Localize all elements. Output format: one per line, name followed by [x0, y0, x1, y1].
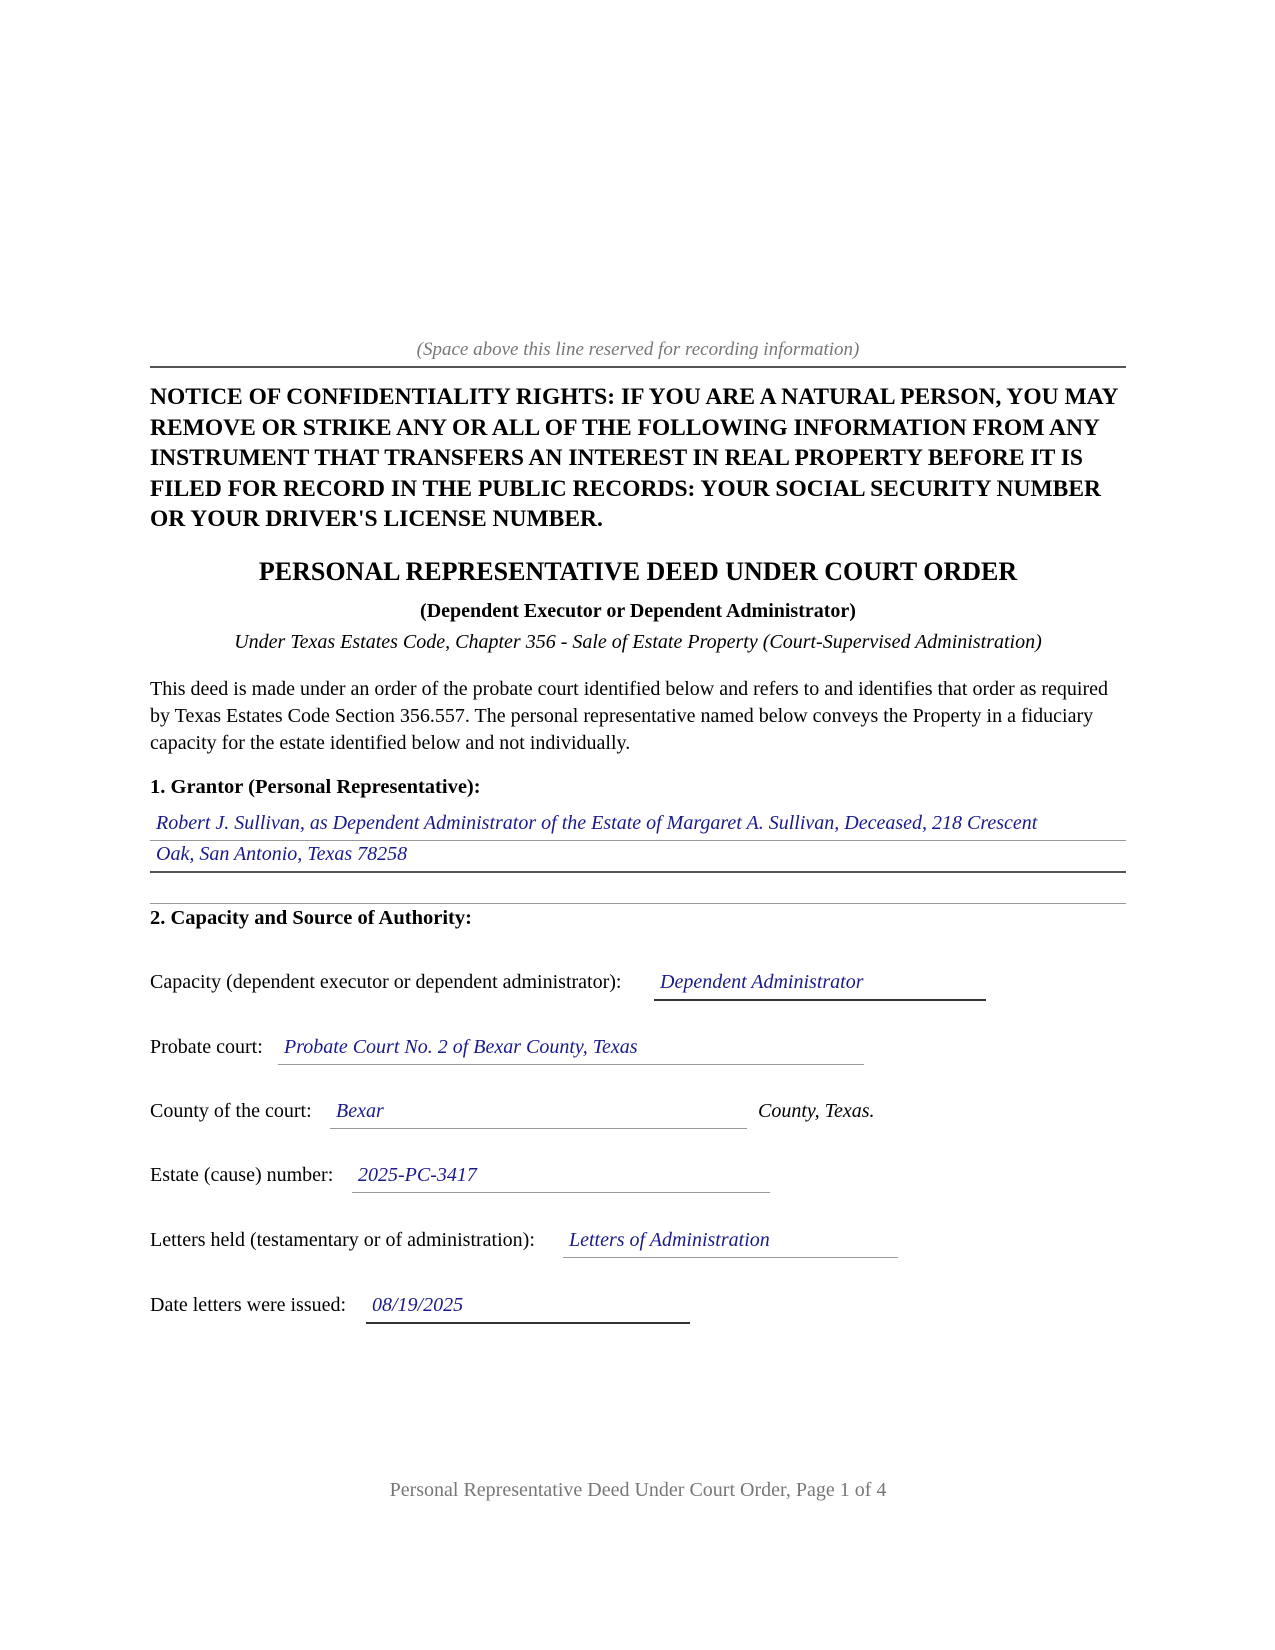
county-field[interactable]	[330, 1100, 747, 1129]
recording-space-note: (Space above this line reserved for recording information)	[416, 339, 860, 360]
capacity-value: Dependent Administrator	[660, 971, 864, 993]
letters-date-field[interactable]	[366, 1294, 690, 1324]
statute-reference: Under Texas Estates Code, Chapter 356 - Sale of Estate Property (Court-Supervised Administration)	[234, 631, 1042, 653]
intro-paragraph: This deed is made under an order of the probate court identified below and refers to and identifies that order as required by Texas Estates Code Section 356.557. The personal representative named below conveys the Property in a fiduciary capacity for the estate identified below and not individually.	[150, 678, 1108, 754]
grantor-line-2[interactable]	[150, 841, 1126, 873]
letters-label: Letters held (testamentary or of administration):	[150, 1229, 535, 1251]
county-suffix: County, Texas.	[758, 1100, 875, 1122]
grantor-line-1[interactable]	[150, 810, 1126, 841]
grantor-value-line-1: Robert J. Sullivan, as Dependent Administrator of the Estate of Margaret A. Sullivan, Deceased, 218 Crescent	[156, 812, 1038, 834]
county-label: County of the court:	[150, 1100, 312, 1122]
document-title: PERSONAL REPRESENTATIVE DEED UNDER COURT ORDER	[258, 557, 1018, 586]
letters-value: Letters of Administration	[569, 1229, 770, 1251]
letters-field[interactable]	[563, 1229, 898, 1258]
capacity-label: Capacity (dependent executor or dependent administrator):	[150, 971, 622, 993]
capacity-field[interactable]	[654, 971, 986, 1001]
confidentiality-notice: NOTICE OF CONFIDENTIALITY RIGHTS: IF YOU ARE A NATURAL PERSON, YOU MAY REMOVE OR STRIKE ANY OR ALL OF THE FOLLOWING INFORMATION FROM ANY INSTRUMENT THAT TRANSFERS AN INTEREST IN REAL PROPERTY BEFORE IT IS FILED FOR RECORD IN THE PUBLIC RECORDS: YOUR SOCIAL SECURITY NUMBER OR YOUR DRIVER'S LICENSE NUMBER.	[150, 384, 1118, 532]
document-subtitle: (Dependent Executor or Dependent Administrator)	[420, 600, 856, 622]
recording-divider	[150, 366, 1126, 368]
estate-number-label: Estate (cause) number:	[150, 1164, 334, 1186]
grantor-value-line-2: Oak, San Antonio, Texas 78258	[156, 843, 408, 865]
grantor-heading: 1. Grantor (Personal Representative):	[150, 776, 481, 798]
estate-number-value: 2025-PC-3417	[358, 1164, 477, 1186]
grantor-line-3[interactable]	[150, 903, 1126, 904]
authority-heading: 2. Capacity and Source of Authority:	[150, 907, 472, 929]
probate-court-value: Probate Court No. 2 of Bexar County, Texas	[284, 1036, 638, 1058]
probate-court-field[interactable]	[278, 1036, 864, 1065]
letters-date-label: Date letters were issued:	[150, 1294, 347, 1316]
letters-date-value: 08/19/2025	[372, 1294, 464, 1316]
county-value: Bexar	[336, 1100, 384, 1122]
probate-court-label: Probate court:	[150, 1036, 263, 1058]
estate-number-field[interactable]	[352, 1164, 770, 1193]
page-footer: Personal Representative Deed Under Court Order, Page 1 of 4	[389, 1479, 887, 1501]
